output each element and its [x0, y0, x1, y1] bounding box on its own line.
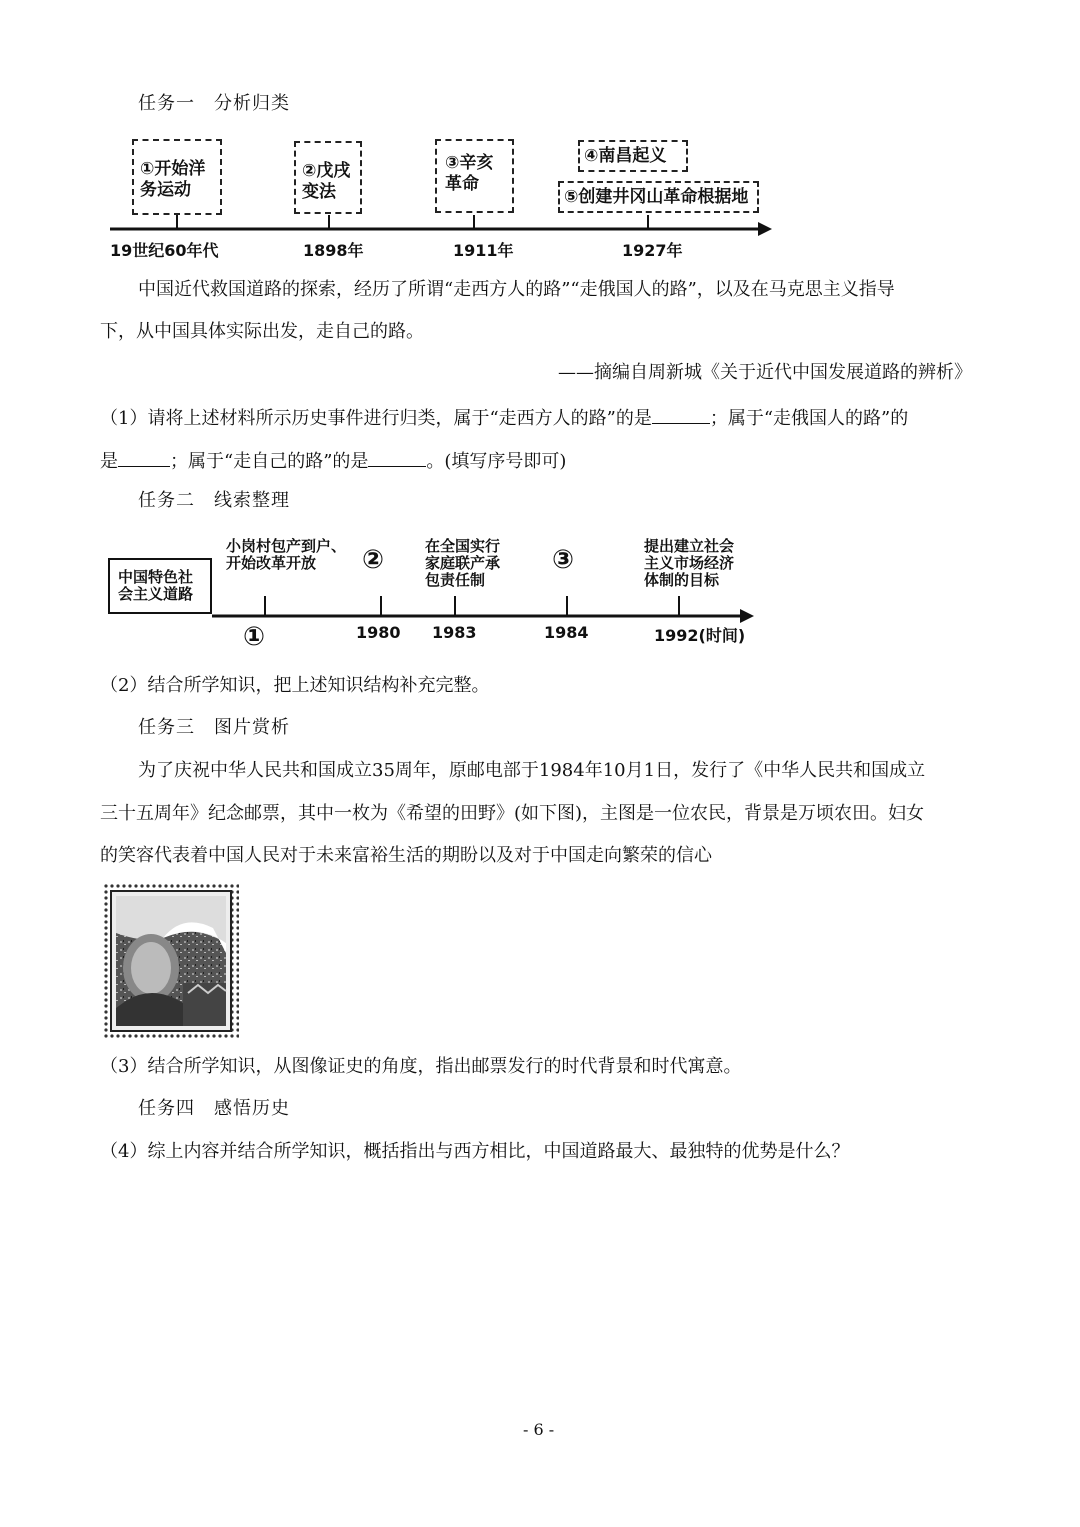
date-1860s: 19世纪60年代	[110, 241, 219, 260]
material-line-2: 下，从中国具体实际出发，走自己的路。	[100, 321, 424, 342]
task3-para-line-1: 为了庆祝中华人民共和国成立35周年，原邮电部于1984年10月1日，发行了《中华人民共和国成立	[138, 760, 926, 781]
event-yangwu: ①开始洋 务运动	[132, 139, 222, 215]
date-1911: 1911年	[453, 241, 514, 260]
blank-2: ②	[362, 545, 385, 575]
date-1898: 1898年	[303, 241, 364, 260]
task1-heading: 任务一 分析归类	[138, 93, 290, 114]
event-jinggangshan: ⑤创建井冈山革命根据地	[558, 181, 759, 213]
question-2: （2）结合所学知识，把上述知识结构补充完整。	[100, 675, 490, 696]
task3-para-line-3: 的笑容代表着中国人民对于未来富裕生活的期盼以及对于中国走向繁荣的信心	[100, 845, 712, 866]
event-responsibility: 在全国实行 家庭联产承 包责任制	[425, 537, 501, 589]
socialism-road-box: 中国特色社 会主义道路	[108, 558, 212, 614]
material-line-1: 中国近代救国道路的探索，经历了所谓“走西方人的路”“走俄国人的路”，以及在马克思主义指导	[138, 279, 895, 300]
material-source: ——摘编自周新城《关于近代中国发展道路的辨析》	[558, 362, 972, 383]
question-1-line-1	[100, 405, 908, 430]
task3-heading: 任务三 图片赏析	[138, 717, 290, 738]
date-1927: 1927年	[622, 241, 683, 260]
task3-para-line-2: 三十五周年》纪念邮票，其中一枚为《希望的田野》(如下图)，主图是一位农民，背景是万顷农田。妇女	[100, 803, 925, 824]
event-xiaogang: 小岗村包产到户、 开始改革开放	[226, 537, 347, 572]
event-xinhai: ③辛亥 革命	[435, 139, 514, 213]
answer-blank-russia[interactable]	[118, 448, 170, 467]
question-1-text-d: ；属于“走自己的路”的是	[170, 451, 369, 472]
question-1-text-a: （1）请将上述材料所示历史事件进行归类，属于“走西方人的路”的是	[100, 408, 652, 429]
blank-1: ①	[243, 622, 266, 652]
question-1-text-e: 。(填写序号即可)	[426, 451, 567, 472]
task2-heading: 任务二 线索整理	[138, 490, 290, 511]
question-4: （4）综上内容并结合所学知识，概括指出与西方相比，中国道路最大、最独特的优势是什么？	[100, 1141, 850, 1162]
year-1992: 1992(时间)	[654, 626, 746, 645]
question-3: （3）结合所学知识，从图像证史的角度，指出邮票发行的时代背景和时代寓意。	[100, 1056, 742, 1077]
event-nanchang: ④南昌起义	[578, 140, 688, 172]
question-1-text-b: ；属于“走俄国人的路”的	[709, 408, 909, 429]
question-1-line-2	[100, 448, 566, 473]
event-market-economy: 提出建立社会 主义市场经济 体制的目标	[644, 537, 735, 589]
blank-3: ③	[552, 545, 575, 575]
question-1-text-c: 是	[100, 451, 118, 472]
answer-blank-own[interactable]	[368, 448, 426, 467]
year-1984: 1984	[544, 623, 589, 642]
answer-blank-west[interactable]	[652, 405, 710, 424]
year-1980: 1980	[356, 623, 401, 642]
event-wuxu: ②戊戌 变法	[294, 141, 362, 214]
stamp-image	[103, 883, 239, 1039]
task4-heading: 任务四 感悟历史	[138, 1098, 290, 1119]
page-number: - 6 -	[523, 1420, 555, 1439]
year-1983: 1983	[432, 623, 477, 642]
